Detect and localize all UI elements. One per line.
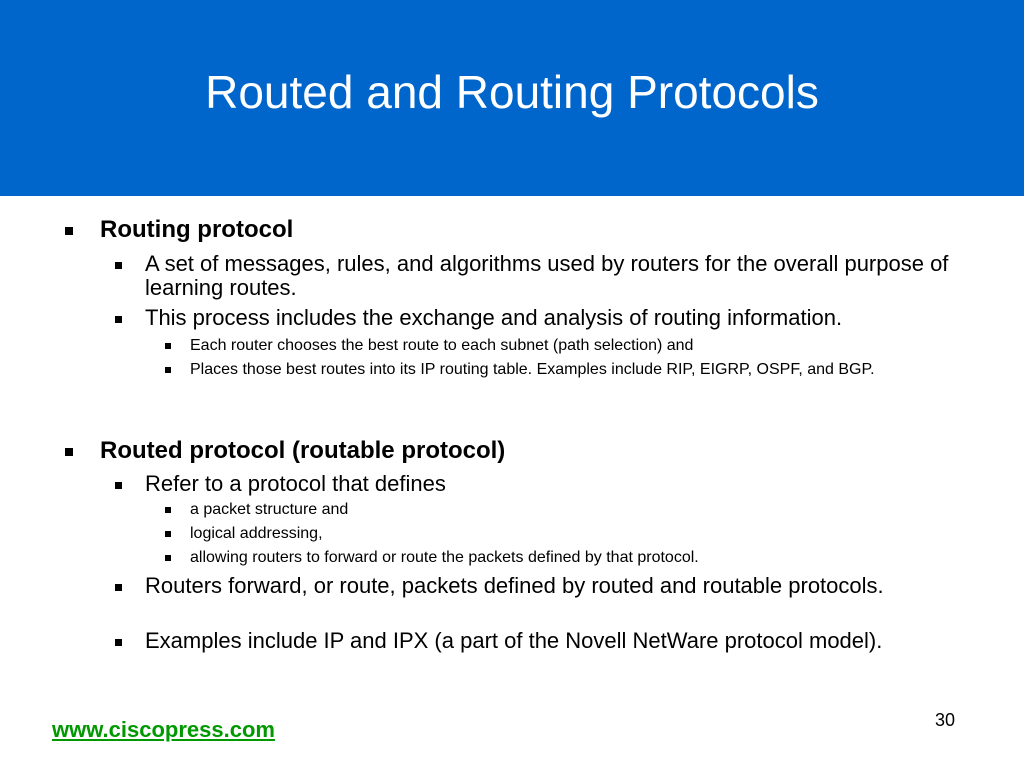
- routed-sub-2: [165, 525, 980, 542]
- routing-sub-2-text: Places those best routes into its IP routing table. Examples include RIP, EIGRP, OSPF, and BGP.: [190, 361, 875, 378]
- routing-point-1: [115, 252, 975, 300]
- title-banner: [0, 0, 1024, 196]
- routing-sub-1: [165, 337, 980, 354]
- square-bullet-icon: [115, 584, 122, 591]
- routed-sub-3-text: allowing routers to forward or route the packets defined by that protocol.: [190, 549, 699, 566]
- routed-point-3: [115, 629, 975, 653]
- square-bullet-icon: [165, 343, 171, 349]
- bullet-routed-protocol: [65, 437, 505, 465]
- square-bullet-icon: [65, 448, 73, 456]
- routed-sub-2-text: logical addressing,: [190, 525, 323, 542]
- square-bullet-icon: [165, 555, 171, 561]
- routed-point-3-text: Examples include IP and IPX (a part of the Novell NetWare protocol model).: [145, 628, 883, 653]
- routing-point-2: [115, 306, 975, 330]
- square-bullet-icon: [115, 639, 122, 646]
- routed-point-2: [115, 574, 975, 598]
- routing-protocol-heading: Routing protocol: [100, 216, 294, 243]
- routed-sub-3: [165, 549, 980, 566]
- routed-sub-1-text: a packet structure and: [190, 501, 349, 518]
- square-bullet-icon: [115, 316, 122, 323]
- bullet-routing-protocol: [65, 216, 293, 244]
- square-bullet-icon: [165, 367, 171, 373]
- square-bullet-icon: [65, 227, 73, 235]
- routed-point-1-text: Refer to a protocol that defines: [145, 471, 446, 496]
- routed-sub-1: [165, 501, 980, 518]
- square-bullet-icon: [115, 262, 122, 269]
- routing-sub-1-text: Each router chooses the best route to each subnet (path selection) and: [190, 337, 694, 354]
- slide-title: Routed and Routing Protocols: [205, 66, 819, 118]
- square-bullet-icon: [115, 482, 122, 489]
- square-bullet-icon: [165, 531, 171, 537]
- square-bullet-icon: [165, 507, 171, 513]
- routed-point-1: [115, 472, 975, 496]
- routed-protocol-heading: Routed protocol (routable protocol): [100, 437, 506, 464]
- ciscopress-link[interactable]: www.ciscopress.com: [52, 717, 275, 742]
- page-number: 30: [935, 710, 956, 730]
- routing-point-2-text: This process includes the exchange and analysis of routing information.: [145, 305, 843, 330]
- routed-point-2-text: Routers forward, or route, packets defined by routed and routable protocols.: [145, 573, 884, 598]
- routing-point-1-text: A set of messages, rules, and algorithms used by routers for the overall purpose of learning routes.: [145, 251, 949, 300]
- routing-sub-2: [165, 361, 980, 378]
